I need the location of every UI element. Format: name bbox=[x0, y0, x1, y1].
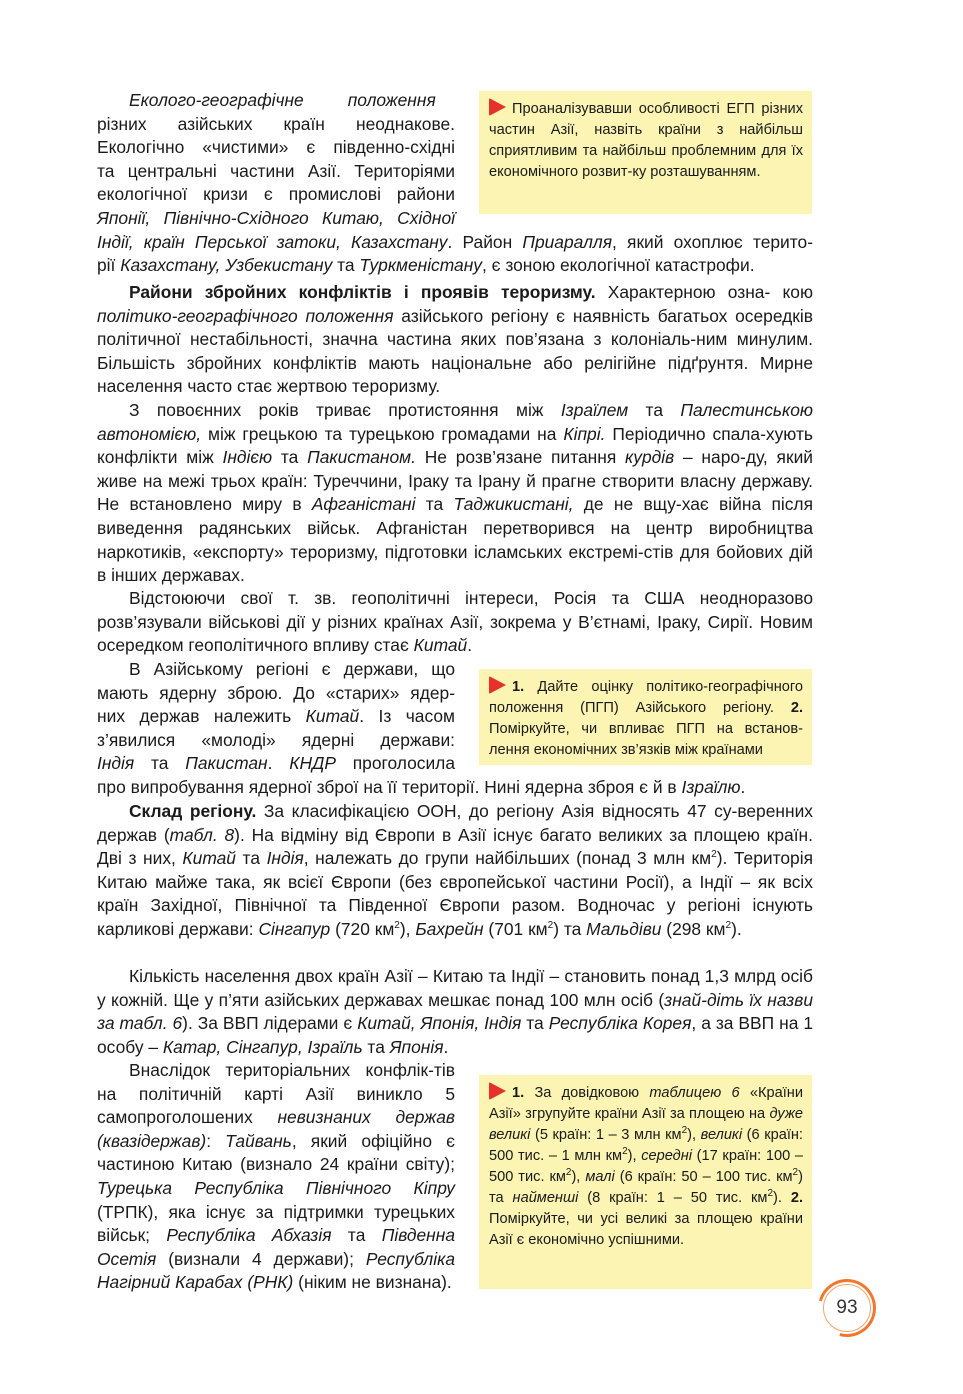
exercise-box-area-groups: 1. За довідковою таблицею 6 «Країни Азії» згрупуйте країни Азії за площею на дуже великі (5 країн: 1 – 3 млн $км^2$), великі (6 країн: 500 тис. – 1 млн $км^2$), середні (17 країн: 100 – 500 тис. $км^2$), малі (6 країн: 50 – 100 тис. $км^2$) та найменші (8 країн: 1 – 50 тис. $км^2$). 2. Поміркуйте, чи усі великі за площею країни Азії є економічно успішними. bbox=[479, 1075, 812, 1289]
paragraph-conflicts: Райони збройних конфліктів і проявів тероризму. Характерною озна- кою політико-географічного положення азійського регіону є наявність багатьох осередків політичної нестабільності, значна частина яких пов’язана з колоніаль-ним минулим. Більшість збройних конфліктів мають національне або релігійне підґрунтя. Мирне населення часто стає жертвою тероризму. bbox=[97, 282, 813, 397]
paragraph-geopolitics: Відстоюючи свої т. зв. геополітичні інтереси, Росія та США неодноразово розв’язували військові дії у різних країнах Азії, зокрема у В’єтнамі, Іраку, Сирії. Новим осередком геополітичного впливу стає Китай. bbox=[97, 588, 813, 656]
paragraph-unrecognized-states: Внаслідок територіальних конфлік-тів на політичній карті Азії виникло 5 самопроголошених невизнаних держав (квазідержав): Тайвань, який офіційно є частиною Китаю (визнало 24 країни світу); Турецька Республіка Північного Кіпру (ТРПК), яка існує за підтримки турецьких військ; Республіка Абхазія та Південна Осетія (визнали 4 держави); Республіка Нагірний Карабах (РНК) (ніким не визнана). bbox=[97, 1060, 455, 1293]
exercise-box-egp: Проаналізувавши особливості ЕГП різних частин Азії, назвіть країни з найбільш сприятливим та найбільш проблемним для їх економічного розвит-ку розташуванням. bbox=[479, 91, 812, 214]
pointer-arrow-icon bbox=[489, 1082, 506, 1100]
section-heading-composition: Склад регіону. bbox=[129, 801, 257, 821]
term-eco-geo: Еколого-географічне bbox=[129, 90, 304, 110]
pointer-arrow-icon bbox=[489, 676, 506, 694]
paragraph-eco-geographic: Еколого-географічне положення різних азійських країн неоднакове. Екологічно «чистими» є південно-східні та центральні частини Азії. Територіями екологічної кризи є промислові райони Японії, Північно-Східного Китаю, Східної Індії, країн Перської затоки, Казахстану. Район Приаралля, який охоплює терито- рії Казахстану, Узбекистану та Туркменістану, є зоною екологічної катастрофи. bbox=[97, 90, 813, 276]
page-number-badge bbox=[818, 1279, 876, 1337]
exercise-box-pgp: 1. Дайте оцінку політико-географічного положення (ПГП) Азійського регіону. 2. Поміркуйте, чи впливає ПГП на встанов-лення економічних зв’язків між країнами bbox=[479, 669, 812, 765]
pointer-arrow-icon bbox=[489, 98, 506, 116]
textbook-page bbox=[97, 0, 813, 1394]
page-number: 93 bbox=[836, 1297, 858, 1318]
paragraph-nuclear: В Азійському регіоні є держави, що мають ядерну зброю. До «старих» ядер- них держав належить Китай. Із часом з’явилися «молоді» ядерні держави: Індія та Пакистан. КНДР проголосила про випробування ядерної зброї на її території. Нині ядерна зброя є й в Ізраїлю. bbox=[97, 659, 746, 797]
section-heading-conflicts: Райони збройних конфліктів і проявів тероризму. bbox=[129, 282, 596, 302]
paragraph-population: Кількість населення двох країн Азії – Китаю та Індії – становить понад 1,3 млрд осіб у кожній. Ще у п’яти азійських державах мешкає понад 100 млн осіб (знай-діть їх назви за табл. 6). За ВВП лідерами є Китай, Японія, Індія та Республіка Корея, а за ВВП на 1 особу – Катар, Сінгапур, Ізраїль та Японія. bbox=[97, 966, 814, 1057]
paragraph-region-composition: Склад регіону. За класифікацією ООН, до регіону Азія відносять 47 су-веренних держав (табл. 8). На відміну від Європи в Азії існує багато великих за площею країн. Дві з них, Китай та Індія, належать до групи найбільших (понад 3 млн $км^2$). Територія Китаю майже така, як всієї Європи (без європейської частини Росії), а Індії – як всіх країн Західної, Північної та Південної Європи разом. Водночас у регіоні існують карликові держави: Сінгапур (720 $км^2$), Бахрейн (701 $км^2$) та Мальдіви (298 $км^2$). bbox=[97, 801, 813, 939]
paragraph-confrontations: З повоєнних років триває протистояння між Ізраїлем та Палестинською автономією, між грецькою та турецькою громадами на Кіпрі. Періодично спала-хують конфлікти між Індією та Пакистаном. Не розв’язане питання курдів – наро-ду, який живе на межі трьох країн: Туреччини, Іраку та Ірану й прагне створити власну державу. Не встановлено миру в Афганістані та Таджикистані, де не вщу-хає війна після виведення радянських військ. Афганістан перетворився на центр виробництва наркотиків, «експорту» тероризму, підготовки ісламських екстремі-стів для бойових дій в інших державах. bbox=[97, 400, 813, 586]
